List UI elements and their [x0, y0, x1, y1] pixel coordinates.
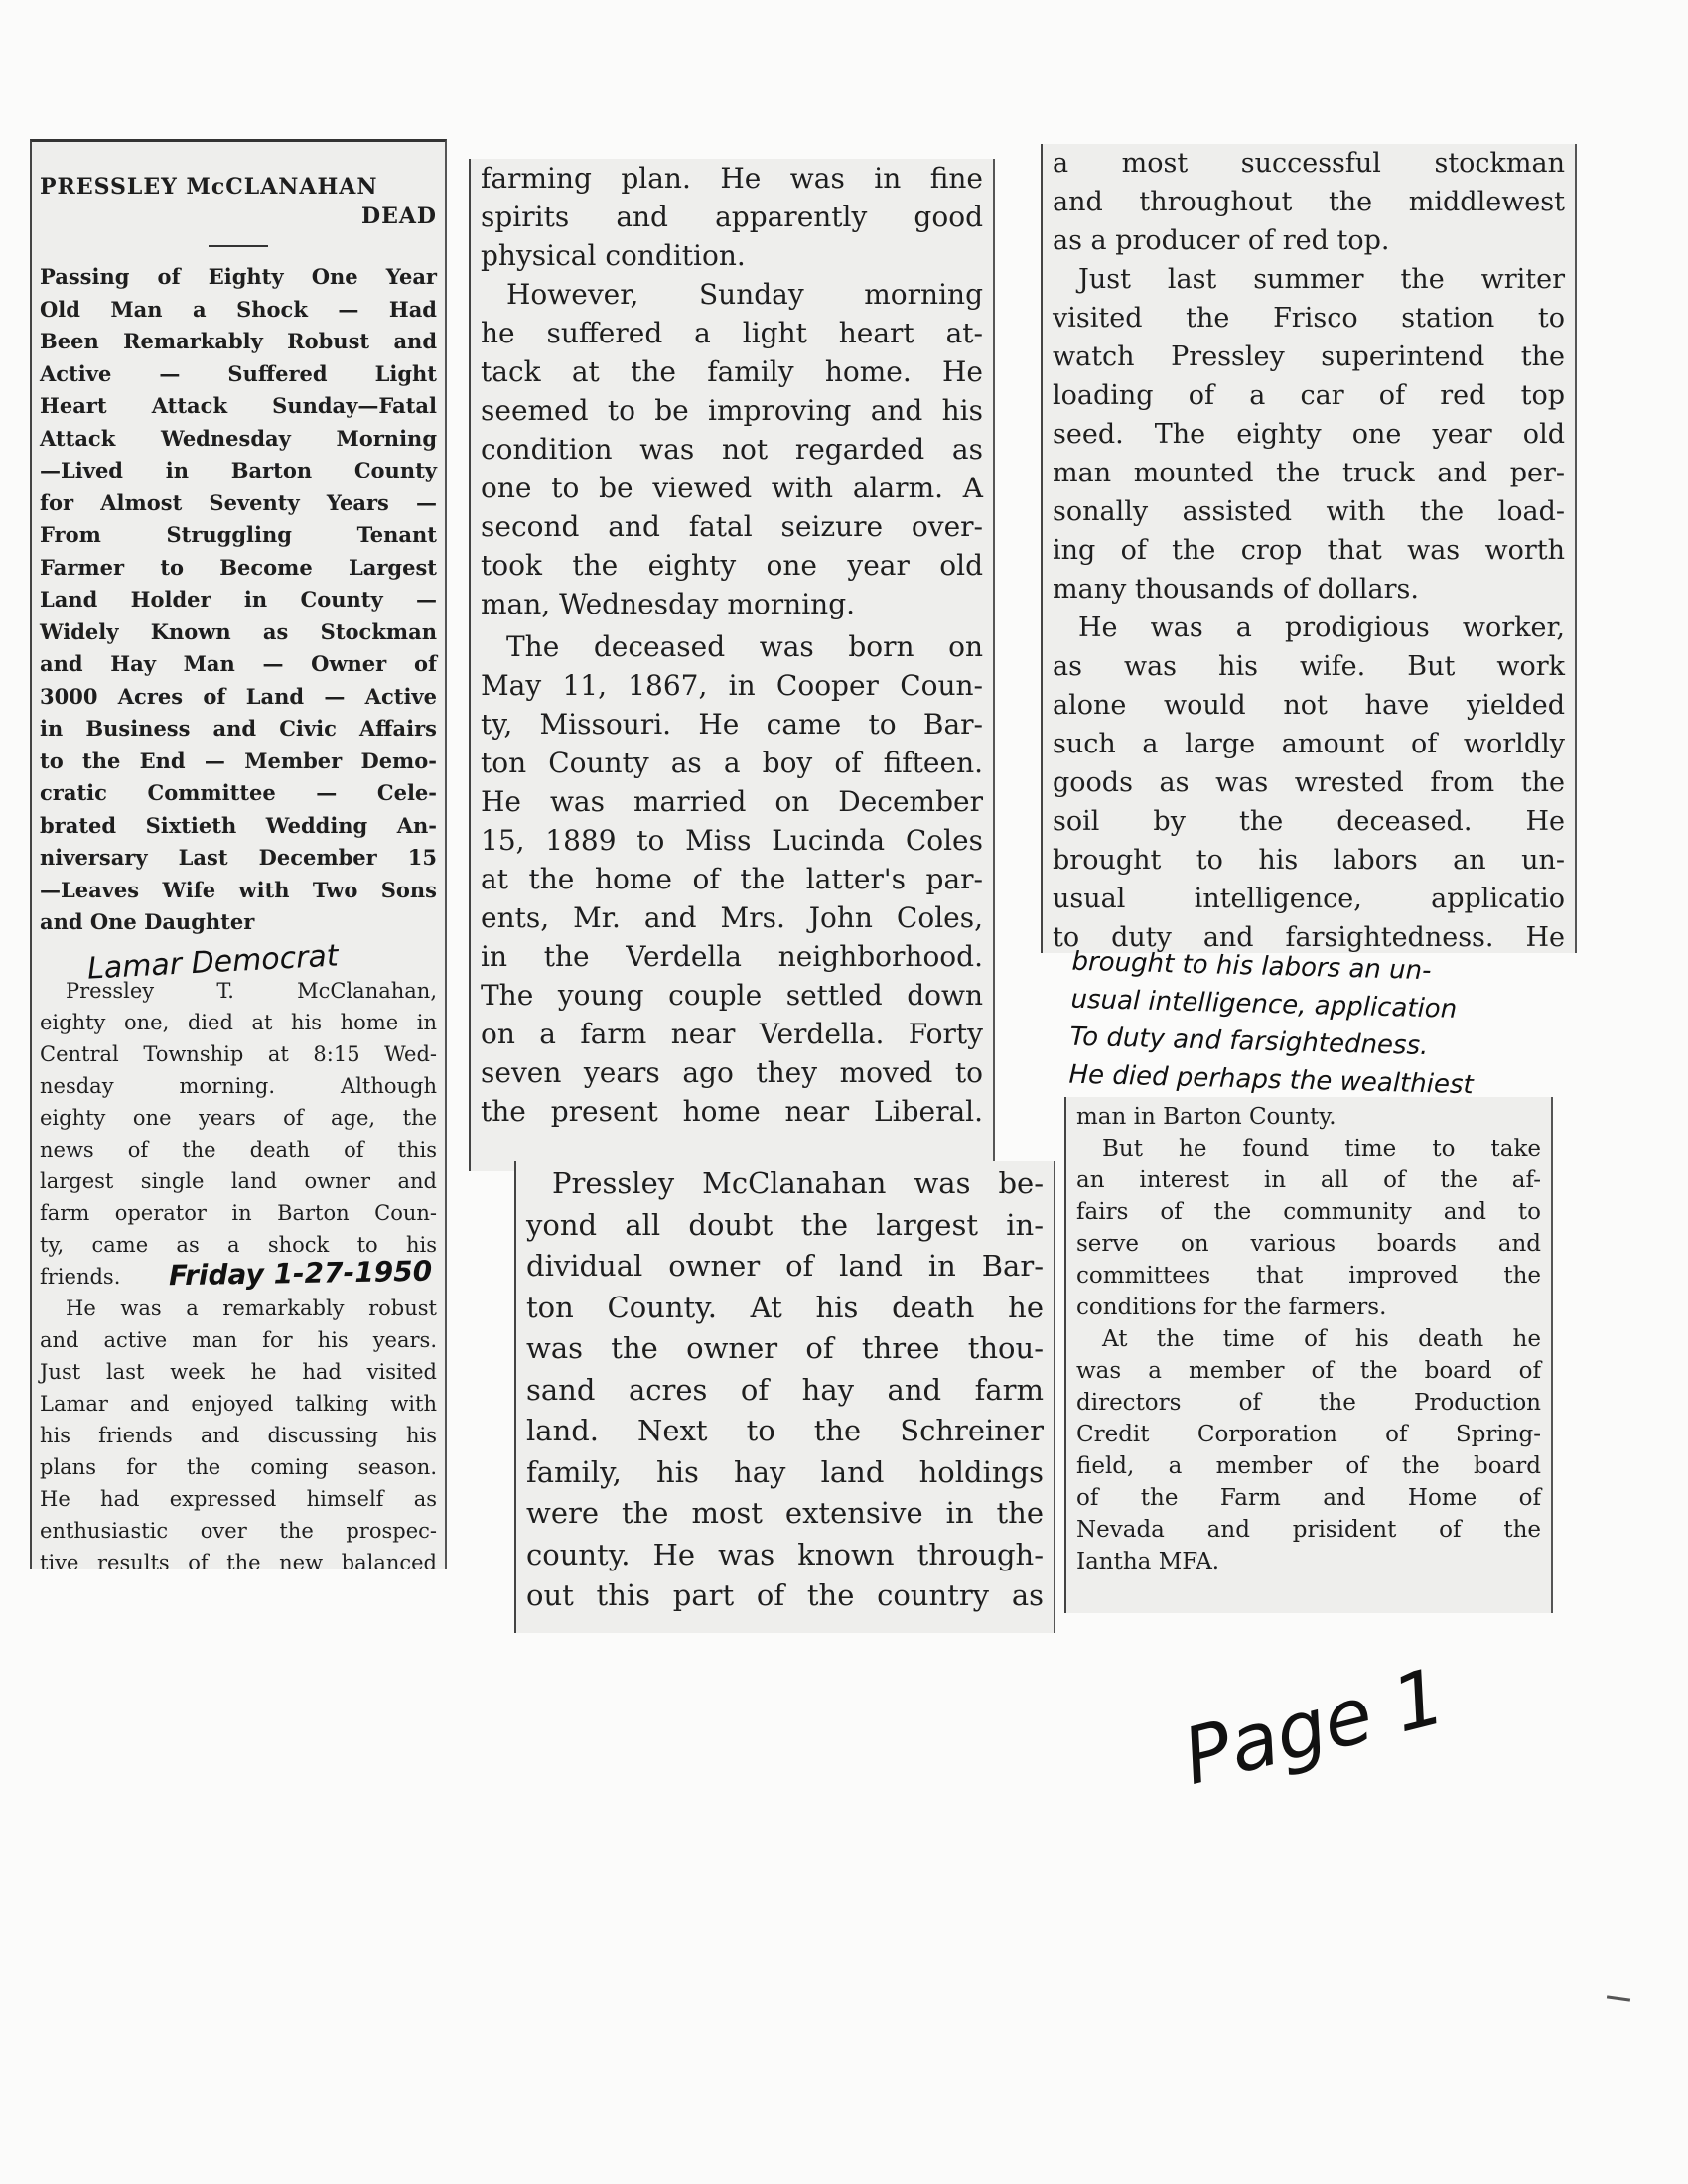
- text-line: and active man for his years.: [40, 1327, 437, 1352]
- text-line: nesday morning. Although: [40, 1073, 437, 1098]
- clipping-column-1: [30, 139, 447, 1569]
- deck-line: for Almost Seventy Years —: [40, 489, 437, 515]
- deck-line: Old Man a Shock — Had: [40, 296, 437, 322]
- deck-line: Farmer to Become Largest: [40, 554, 437, 580]
- text-line: seed. The eighty one year old: [1053, 419, 1565, 450]
- text-line: ents, Mr. and Mrs. John Coles,: [481, 901, 983, 934]
- text-line: Iantha MFA.: [1076, 1549, 1220, 1574]
- deck-line: —Lived in Barton County: [40, 458, 437, 482]
- text-line: The deceased was born on: [506, 630, 983, 663]
- text-line: May 11, 1867, in Cooper Coun-: [481, 669, 983, 702]
- text-line: watch Pressley superintend the: [1053, 341, 1565, 372]
- text-line: yond all doubt the largest in-: [526, 1207, 1044, 1242]
- text-line: spirits and apparently good: [481, 201, 983, 233]
- deck-line: Widely Known as Stockman: [40, 618, 437, 644]
- deck-line: niversary Last December 15: [40, 845, 437, 870]
- text-line: But he found time to take: [1102, 1136, 1541, 1161]
- text-line: farming plan. He was in fine: [481, 162, 983, 195]
- deck-line: Been Remarkably Robust and: [40, 329, 437, 353]
- text-line: news of the death of this: [40, 1137, 437, 1161]
- text-line: took the eighty one year old: [481, 549, 983, 582]
- handwritten-newspaper-name: Lamar Democrat: [86, 938, 340, 987]
- deck-line: Land Holder in County —: [40, 587, 437, 612]
- text-line: seven years ago they moved to: [481, 1056, 983, 1089]
- text-line: He was married on December: [481, 785, 983, 818]
- obituary-paragraph-2: [40, 1293, 437, 1570]
- headline-line-2: DEAD: [361, 204, 437, 229]
- subheadline-deck: [40, 261, 437, 939]
- paragraph: [526, 1163, 1044, 1617]
- text-line: ing of the crop that was worth: [1053, 535, 1565, 566]
- text-line: directors of the Production: [1076, 1390, 1541, 1416]
- text-line: Pressley McClanahan was be-: [552, 1166, 1044, 1200]
- text-line: land. Next to the Schreiner: [526, 1414, 1044, 1447]
- text-line: Central Township at 8:15 Wed-: [40, 1041, 437, 1066]
- text-line: loading of a car of red top: [1053, 380, 1565, 411]
- paragraph: [1053, 609, 1565, 953]
- text-line: conditions for the farmers.: [1076, 1295, 1387, 1320]
- handwritten-note-line: brought to his labors an un-: [1071, 946, 1432, 987]
- text-line: man in Barton County.: [1076, 1104, 1336, 1130]
- text-line: The young couple settled down: [481, 979, 983, 1012]
- text-line: fairs of the community and to: [1076, 1199, 1541, 1225]
- text-line: field, a member of the board: [1076, 1453, 1541, 1479]
- text-line: at the home of the latter's par-: [481, 863, 983, 895]
- text-line: to duty and farsightedness. He: [1053, 922, 1565, 953]
- text-line: He was a remarkably robust: [66, 1296, 437, 1320]
- text-line: plans for the coming season.: [40, 1454, 437, 1479]
- text-line: serve on various boards and: [1076, 1231, 1541, 1257]
- text-line: soil by the deceased. He: [1053, 806, 1565, 837]
- deck-line: Passing of Eighty One Year: [40, 264, 437, 289]
- text-line: farm operator in Barton Coun-: [40, 1200, 437, 1225]
- deck-line: to the End — Member Demo-: [40, 748, 437, 773]
- deck-line: in Business and Civic Affairs: [40, 716, 437, 741]
- text-line: was a member of the board of: [1076, 1358, 1541, 1384]
- text-line: family, his hay land holdings: [526, 1454, 1044, 1489]
- text-line: Nevada and prisident of the: [1076, 1517, 1541, 1543]
- scan-mark: [1607, 1995, 1630, 2001]
- text-line: an interest in all of the af-: [1076, 1167, 1541, 1193]
- paragraph: [1076, 1133, 1541, 1323]
- deck-line: brated Sixtieth Wedding An-: [40, 812, 437, 838]
- deck-line: 3000 Acres of Land — Active: [40, 683, 437, 709]
- deck-line: and Hay Man — Owner of: [40, 651, 437, 676]
- obituary-paragraph-1: [40, 975, 437, 1293]
- text-line: many thousands of dollars.: [1053, 574, 1419, 605]
- text-line: ty, Missouri. He came to Bar-: [481, 708, 983, 741]
- handwritten-note-line: He died perhaps the wealthiest: [1068, 1059, 1475, 1101]
- text-line: his friends and discussing his: [40, 1423, 437, 1447]
- text-line: a most successful stockman: [1053, 148, 1565, 179]
- headline-line-1: PRESSLEY McCLANAHAN: [40, 174, 378, 200]
- text-line: out this part of the country as: [526, 1578, 1044, 1612]
- deck-line: From Struggling Tenant: [40, 522, 437, 547]
- clipping-column-2-lower: [514, 1161, 1055, 1633]
- text-line: dividual owner of land in Bar-: [526, 1249, 1044, 1283]
- text-line: committees that improved the: [1076, 1263, 1541, 1289]
- text-line: sand acres of hay and farm: [526, 1372, 1044, 1407]
- handwritten-page-number: Page 1: [1175, 1652, 1454, 1803]
- text-line: tive results of the new balanced: [40, 1550, 437, 1569]
- handwritten-note-line: To duty and farsightedness.: [1069, 1022, 1429, 1062]
- text-line: eighty one, died at his home in: [40, 1010, 437, 1034]
- paragraph: [481, 627, 983, 1131]
- clipping-column-2-upper: [469, 159, 995, 1171]
- paragraph: [1053, 144, 1565, 260]
- text-line: were the most extensive in the: [526, 1496, 1044, 1530]
- text-line: eighty one years of age, the: [40, 1105, 437, 1130]
- text-line: He was a prodigious worker,: [1078, 613, 1565, 643]
- clipping-column-3-upper: [1041, 144, 1577, 953]
- text-line: he suffered a light heart at-: [481, 317, 983, 349]
- text-line: alone would not have yielded: [1053, 690, 1565, 721]
- text-line: on a farm near Verdella. Forty: [481, 1018, 983, 1050]
- paragraph: [1053, 260, 1565, 609]
- text-line: physical condition.: [481, 239, 746, 272]
- deck-line: —Leaves Wife with Two Sons: [40, 877, 437, 902]
- text-line: seemed to be improving and his: [481, 394, 983, 427]
- text-line: such a large amount of worldly: [1053, 729, 1565, 759]
- text-line: of the Farm and Home of: [1076, 1485, 1541, 1511]
- text-line: condition was not regarded as: [481, 433, 983, 466]
- text-line: He had expressed himself as: [40, 1486, 437, 1511]
- text-line: as was his wife. But work: [1053, 651, 1565, 682]
- text-line: Lamar and enjoyed talking with: [40, 1391, 437, 1416]
- text-line: county. He was known through-: [526, 1537, 1044, 1571]
- paragraph: [1076, 1323, 1541, 1577]
- handwritten-note: [1068, 943, 1477, 1105]
- text-line: in the Verdella neighborhood.: [481, 940, 983, 973]
- text-line: largest single land owner and: [40, 1168, 437, 1193]
- paragraph: [1076, 1101, 1541, 1133]
- text-line: and throughout the middlewest: [1053, 187, 1565, 217]
- text-line: goods as was wrested from the: [1053, 767, 1565, 798]
- text-line: Just last week he had visited: [40, 1359, 437, 1384]
- text-line: was the owner of three thou-: [526, 1331, 1044, 1365]
- deck-line: Active — Suffered Light: [40, 360, 437, 386]
- text-line: enthusiastic over the prospec-: [40, 1518, 437, 1543]
- text-line: usual intelligence, applicatio: [1053, 884, 1565, 914]
- deck-line: and One Daughter: [40, 909, 255, 934]
- text-line: 15, 1889 to Miss Lucinda Coles: [481, 824, 983, 857]
- text-line: Just last summer the writer: [1078, 264, 1565, 295]
- text-line: man, Wednesday morning.: [481, 588, 856, 620]
- text-line: tack at the family home. He: [481, 355, 983, 388]
- text-line: one to be viewed with alarm. A: [481, 472, 983, 504]
- deck-line: Attack Wednesday Morning: [40, 425, 437, 451]
- text-line: Pressley T. McClanahan,: [66, 978, 437, 1003]
- text-line: second and fatal seizure over-: [481, 510, 983, 543]
- headline-rule: [209, 245, 268, 247]
- text-line: ton County as a boy of fifteen.: [481, 747, 983, 779]
- deck-line: Heart Attack Sunday—Fatal: [40, 393, 437, 418]
- text-line: Credit Corporation of Spring-: [1076, 1422, 1541, 1447]
- text-line: the present home near Liberal.: [481, 1095, 983, 1128]
- text-line: visited the Frisco station to: [1053, 303, 1565, 334]
- paragraph: [481, 275, 983, 623]
- text-line: At the time of his death he: [1102, 1326, 1541, 1352]
- text-line: as a producer of red top.: [1053, 225, 1390, 256]
- text-line: ty, came as a shock to his: [40, 1232, 437, 1257]
- clipping-column-3-lower: [1064, 1097, 1553, 1613]
- paragraph: [481, 159, 983, 275]
- obituary-headline: [40, 172, 437, 231]
- deck-line: cratic Committee — Cele-: [40, 780, 437, 805]
- text-line: brought to his labors an un-: [1053, 845, 1565, 876]
- handwritten-note-line: usual intelligence, application: [1070, 984, 1458, 1024]
- text-line: However, Sunday morning: [506, 278, 983, 311]
- text-line: friends.: [40, 1264, 121, 1289]
- text-line: sonally assisted with the load-: [1053, 496, 1565, 527]
- text-line: ton County. At his death he: [526, 1290, 1044, 1324]
- text-line: man mounted the truck and per-: [1053, 458, 1565, 488]
- handwritten-date: Friday 1-27-1950: [168, 1254, 433, 1293]
